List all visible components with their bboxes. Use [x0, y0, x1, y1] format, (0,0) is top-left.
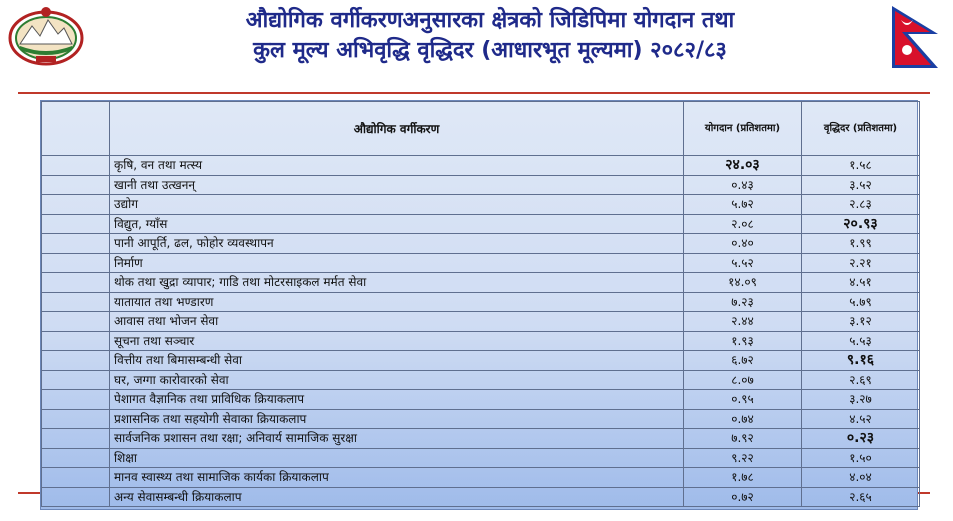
- table-row: [42, 351, 920, 371]
- growth-cell: २.८३: [802, 195, 920, 215]
- growth-cell: ४.०४: [802, 468, 920, 488]
- top-divider: [18, 92, 930, 94]
- nepal-flag-icon: [890, 4, 942, 70]
- growth-cell: ३.२७: [802, 390, 920, 410]
- row-index-cell: [42, 331, 110, 351]
- table-row: [42, 214, 920, 234]
- title-line-1: औद्योगिक वर्गीकरणअनुसारका क्षेत्रको जिडिपिमा योगदान तथा: [245, 8, 735, 33]
- table-row: [42, 390, 920, 410]
- sector-cell: पेशागत वैज्ञानिक तथा प्राविधिक क्रियाकलाप: [110, 390, 684, 410]
- sector-cell: घर, जग्गा कारोवारको सेवा: [110, 370, 684, 390]
- sector-cell: उद्योग: [110, 195, 684, 215]
- row-index-cell: [42, 390, 110, 410]
- sector-cell: निर्माण: [110, 253, 684, 273]
- row-index-cell: [42, 429, 110, 449]
- growth-cell: २.६५: [802, 487, 920, 507]
- row-index-cell: [42, 273, 110, 293]
- row-index-cell: [42, 487, 110, 507]
- row-index-cell: [42, 312, 110, 332]
- sector-cell: वित्तीय तथा बिमासम्बन्धी सेवा: [110, 351, 684, 371]
- sector-cell: मानव स्वास्थ्य तथा सामाजिक कार्यका क्रियाकलाप: [110, 468, 684, 488]
- share-cell: ०.७२: [684, 487, 802, 507]
- table-row: [42, 468, 920, 488]
- row-index-cell: [42, 156, 110, 176]
- growth-cell: ४.५१: [802, 273, 920, 293]
- share-cell: १४.०९: [684, 273, 802, 293]
- share-cell: ०.९५: [684, 390, 802, 410]
- growth-cell: ५.७९: [802, 292, 920, 312]
- growth-cell: १.५८: [802, 156, 920, 176]
- share-cell: ८.०७: [684, 370, 802, 390]
- row-index-cell: [42, 468, 110, 488]
- table-row: [42, 156, 920, 176]
- gdp-contribution-table: [41, 101, 920, 507]
- growth-cell: ५.५३: [802, 331, 920, 351]
- growth-cell: ३.१२: [802, 312, 920, 332]
- sector-cell: थोक तथा खुद्रा व्यापार; गाडि तथा मोटरसाइकल मर्मत सेवा: [110, 273, 684, 293]
- growth-header: वृद्धिदर (प्रतिशतमा): [802, 102, 920, 156]
- share-cell: ०.४०: [684, 234, 802, 254]
- share-cell: २.०८: [684, 214, 802, 234]
- share-cell: ५.७२: [684, 195, 802, 215]
- row-index-cell: [42, 195, 110, 215]
- sector-header: औद्योगिक वर्गीकरण: [110, 102, 684, 156]
- row-index-cell: [42, 351, 110, 371]
- growth-cell: २.६९: [802, 370, 920, 390]
- sector-cell: सूचना तथा सञ्चार: [110, 331, 684, 351]
- share-cell: ९.२२: [684, 448, 802, 468]
- sector-cell: प्रशासनिक तथा सहयोगी सेवाका क्रियाकलाप: [110, 409, 684, 429]
- growth-cell: ३.५२: [802, 175, 920, 195]
- share-cell: ५.५२: [684, 253, 802, 273]
- growth-cell: १.५०: [802, 448, 920, 468]
- share-cell: २.४४: [684, 312, 802, 332]
- share-cell: १.९३: [684, 331, 802, 351]
- table-row: [42, 448, 920, 468]
- table-row: [42, 331, 920, 351]
- table-row: [42, 409, 920, 429]
- row-index-cell: [42, 234, 110, 254]
- share-cell: ०.७४: [684, 409, 802, 429]
- growth-cell: ९.१६: [802, 351, 920, 371]
- table-row: [42, 195, 920, 215]
- growth-cell: ४.५२: [802, 409, 920, 429]
- sector-cell: सार्वजनिक प्रशासन तथा रक्षा; अनिवार्य सामाजिक सुरक्षा: [110, 429, 684, 449]
- share-cell: ७.२३: [684, 292, 802, 312]
- growth-cell: २०.९३: [802, 214, 920, 234]
- row-index-cell: [42, 253, 110, 273]
- row-index-cell: [42, 448, 110, 468]
- table-row: [42, 312, 920, 332]
- sector-cell: खानी तथा उत्खनन्: [110, 175, 684, 195]
- page-title: [100, 6, 880, 66]
- government-emblem-icon: [6, 4, 86, 66]
- title-line-2: कुल मूल्य अभिवृद्धि वृद्धिदर (आधारभूत मूल्यमा) २०८२/८३: [253, 38, 727, 63]
- share-cell: ०.४३: [684, 175, 802, 195]
- row-index-cell: [42, 214, 110, 234]
- share-header: योगदान (प्रतिशतमा): [684, 102, 802, 156]
- table-row: [42, 234, 920, 254]
- growth-cell: ०.२३: [802, 429, 920, 449]
- share-cell: ७.९२: [684, 429, 802, 449]
- sector-cell: आवास तथा भोजन सेवा: [110, 312, 684, 332]
- row-index-cell: [42, 292, 110, 312]
- row-index-cell: [42, 409, 110, 429]
- table-row: [42, 429, 920, 449]
- row-index-cell: [42, 370, 110, 390]
- share-cell: १.७८: [684, 468, 802, 488]
- table-row: [42, 253, 920, 273]
- table-row: [42, 487, 920, 507]
- sector-cell: शिक्षा: [110, 448, 684, 468]
- sector-cell: पानी आपूर्ति, ढल, फोहोर व्यवस्थापन: [110, 234, 684, 254]
- growth-cell: १.९९: [802, 234, 920, 254]
- table-row: [42, 175, 920, 195]
- table-header-row: [42, 102, 920, 156]
- growth-cell: २.२१: [802, 253, 920, 273]
- table-row: [42, 370, 920, 390]
- sector-cell: कृषि, वन तथा मत्स्य: [110, 156, 684, 176]
- table-row: [42, 292, 920, 312]
- row-index-cell: [42, 175, 110, 195]
- sector-cell: अन्य सेवासम्बन्धी क्रियाकलाप: [110, 487, 684, 507]
- table-row: [42, 273, 920, 293]
- sector-cell: विद्युत, ग्याँस: [110, 214, 684, 234]
- share-cell: २४.०३: [684, 156, 802, 176]
- gdp-table-container: [40, 100, 918, 510]
- sector-cell: यातायात तथा भण्डारण: [110, 292, 684, 312]
- blank-header-cell: [42, 102, 110, 156]
- share-cell: ६.७२: [684, 351, 802, 371]
